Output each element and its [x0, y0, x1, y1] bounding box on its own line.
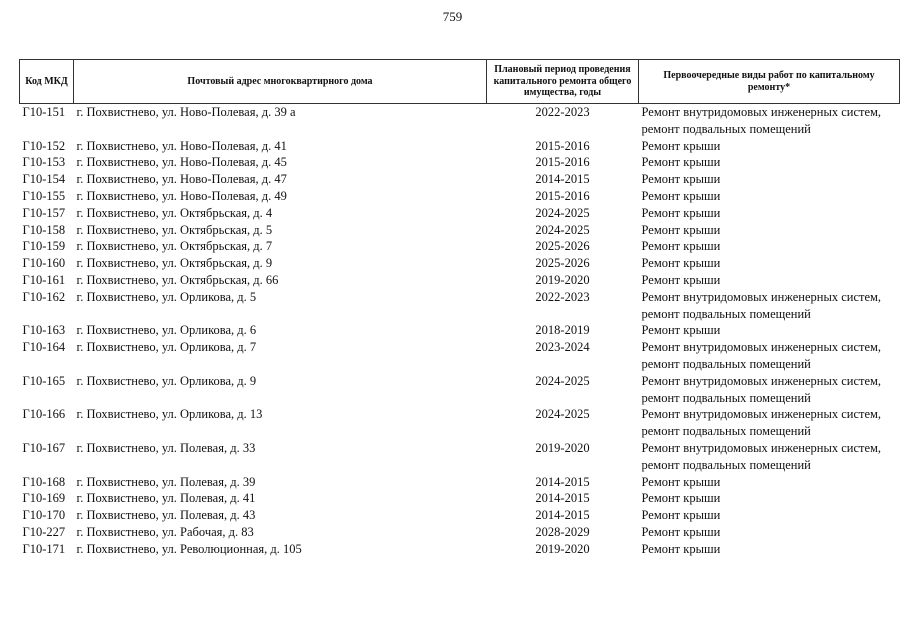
cell-address: г. Похвистнево, ул. Орликова, д. 9 [76, 373, 257, 388]
cell-code: Г10-158 [22, 222, 66, 237]
table-row [20, 255, 900, 272]
header-address: Почтовый адрес многоквартирного дома [74, 60, 487, 104]
cell-code: Г10-165 [22, 373, 66, 388]
cell-period: 2025-2026 [535, 239, 590, 254]
cell-works: Ремонт крыши [641, 205, 721, 220]
cell-address: г. Похвистнево, ул. Ново-Полевая, д. 39 а [76, 105, 296, 119]
table-row [20, 406, 900, 440]
cell-address: г. Похвистнево, ул. Орликова, д. 7 [76, 340, 257, 355]
cell-code: Г10-154 [22, 172, 66, 187]
cell-works: Ремонт крыши [641, 524, 721, 539]
cell-works: Ремонт внутридомовых инженерных систем, ремонт подвальных помещений [641, 373, 882, 405]
cell-address: г. Похвистнево, ул. Полевая, д. 39 [76, 474, 256, 489]
table-row [20, 322, 900, 339]
cell-code: Г10-157 [22, 205, 66, 220]
cell-period: 2014-2015 [535, 508, 590, 523]
table-row [20, 154, 900, 171]
table-row [20, 171, 900, 188]
cell-address: г. Похвистнево, ул. Ново-Полевая, д. 41 [76, 138, 287, 153]
cell-code: Г10-151 [22, 105, 66, 119]
cell-period: 2024-2025 [535, 373, 590, 388]
cell-period: 2018-2019 [535, 323, 590, 338]
cell-works: Ремонт внутридомовых инженерных систем, ремонт подвальных помещений [641, 289, 882, 321]
table-row [20, 490, 900, 507]
cell-period: 2022-2023 [535, 289, 590, 304]
cell-period: 2024-2025 [535, 222, 590, 237]
cell-period: 2028-2029 [535, 524, 590, 539]
cell-works: Ремонт крыши [641, 491, 721, 506]
cell-address: г. Похвистнево, ул. Октябрьская, д. 4 [76, 205, 273, 220]
table-row [20, 339, 900, 373]
cell-works: Ремонт крыши [641, 222, 721, 237]
cell-works: Ремонт крыши [641, 188, 721, 203]
table-row [20, 474, 900, 491]
cell-works: Ремонт крыши [641, 155, 721, 170]
cell-code: Г10-166 [22, 407, 66, 422]
cell-period: 2015-2016 [535, 138, 590, 153]
cell-address: г. Похвистнево, ул. Ново-Полевая, д. 47 [76, 172, 287, 187]
cell-address: г. Похвистнево, ул. Полевая, д. 41 [76, 491, 256, 506]
cell-works: Ремонт внутридомовых инженерных систем, ремонт подвальных помещений [641, 105, 882, 136]
cell-period: 2019-2020 [535, 541, 590, 556]
table-row [20, 524, 900, 541]
cell-period: 2014-2015 [535, 474, 590, 489]
table-row [20, 440, 900, 474]
cell-address: г. Похвистнево, ул. Полевая, д. 33 [76, 440, 256, 455]
cell-address: г. Похвистнево, ул. Орликова, д. 5 [76, 289, 257, 304]
cell-code: Г10-227 [22, 524, 66, 539]
cell-address: г. Похвистнево, ул. Ново-Полевая, д. 45 [76, 155, 287, 170]
cell-period: 2023-2024 [535, 340, 590, 355]
table-row [20, 373, 900, 407]
cell-code: Г10-171 [22, 541, 66, 556]
cell-period: 2014-2015 [535, 491, 590, 506]
cell-code: Г10-168 [22, 474, 66, 489]
cell-address: г. Похвистнево, ул. Орликова, д. 6 [76, 323, 257, 338]
cell-code: Г10-152 [22, 138, 66, 153]
table-header [20, 60, 900, 104]
table-row [20, 507, 900, 524]
cell-address: г. Похвистнево, ул. Октябрьская, д. 9 [76, 256, 273, 271]
cell-period: 2024-2025 [535, 205, 590, 220]
cell-works: Ремонт крыши [641, 508, 721, 523]
cell-period: 2022-2023 [535, 105, 590, 119]
cell-period: 2024-2025 [535, 407, 590, 422]
cell-works: Ремонт крыши [641, 256, 721, 271]
cell-address: г. Похвистнево, ул. Октябрьская, д. 66 [76, 272, 279, 287]
cell-code: Г10-169 [22, 491, 66, 506]
cell-works: Ремонт крыши [641, 272, 721, 287]
table-row [20, 289, 900, 323]
cell-period: 2025-2026 [535, 256, 590, 271]
cell-code: Г10-163 [22, 323, 66, 338]
table-row [20, 205, 900, 222]
cell-code: Г10-167 [22, 440, 66, 455]
table-body [20, 104, 900, 558]
cell-works: Ремонт внутридомовых инженерных систем, ремонт подвальных помещений [641, 440, 882, 472]
cell-code: Г10-159 [22, 239, 66, 254]
cell-works: Ремонт внутридомовых инженерных систем, ремонт подвальных помещений [641, 340, 882, 371]
cell-period: 2014-2015 [535, 172, 590, 187]
table-row [20, 541, 900, 558]
header-code: Код МКД [20, 60, 74, 104]
cell-works: Ремонт крыши [641, 172, 721, 187]
cell-period: 2015-2016 [535, 188, 590, 203]
cell-code: Г10-153 [22, 155, 66, 170]
capital-repair-table [19, 59, 900, 558]
cell-code: Г10-164 [22, 340, 66, 355]
cell-address: г. Похвистнево, ул. Полевая, д. 43 [76, 508, 256, 523]
cell-address: г. Похвистнево, ул. Революционная, д. 105 [76, 541, 302, 556]
table-row [20, 238, 900, 255]
cell-works: Ремонт крыши [641, 474, 721, 489]
cell-period: 2015-2016 [535, 155, 590, 170]
table-header-row [20, 60, 900, 104]
cell-code: Г10-160 [22, 256, 66, 271]
table-row [20, 138, 900, 155]
cell-works: Ремонт внутридомовых инженерных систем, ремонт подвальных помещений [641, 407, 882, 439]
cell-works: Ремонт крыши [641, 541, 721, 556]
page-number: 759 [442, 9, 463, 24]
cell-period: 2019-2020 [535, 440, 590, 455]
header-period: Плановый период проведения капитального ремонта общего имущества, годы [487, 60, 639, 104]
table-row [20, 272, 900, 289]
cell-period: 2019-2020 [535, 272, 590, 287]
cell-code: Г10-162 [22, 289, 66, 304]
cell-code: Г10-155 [22, 188, 66, 203]
table-row [20, 104, 900, 138]
cell-address: г. Похвистнево, ул. Ново-Полевая, д. 49 [76, 188, 287, 203]
cell-works: Ремонт крыши [641, 138, 721, 153]
table-row [20, 188, 900, 205]
header-works: Первоочередные виды работ по капитальному ремонту* [639, 60, 900, 104]
cell-address: г. Похвистнево, ул. Октябрьская, д. 5 [76, 222, 273, 237]
cell-code: Г10-170 [22, 508, 66, 523]
cell-code: Г10-161 [22, 272, 66, 287]
cell-address: г. Похвистнево, ул. Октябрьская, д. 7 [76, 239, 273, 254]
cell-address: г. Похвистнево, ул. Рабочая, д. 83 [76, 524, 254, 539]
cell-works: Ремонт крыши [641, 323, 721, 338]
cell-works: Ремонт крыши [641, 239, 721, 254]
cell-address: г. Похвистнево, ул. Орликова, д. 13 [76, 407, 263, 422]
table-row [20, 222, 900, 239]
